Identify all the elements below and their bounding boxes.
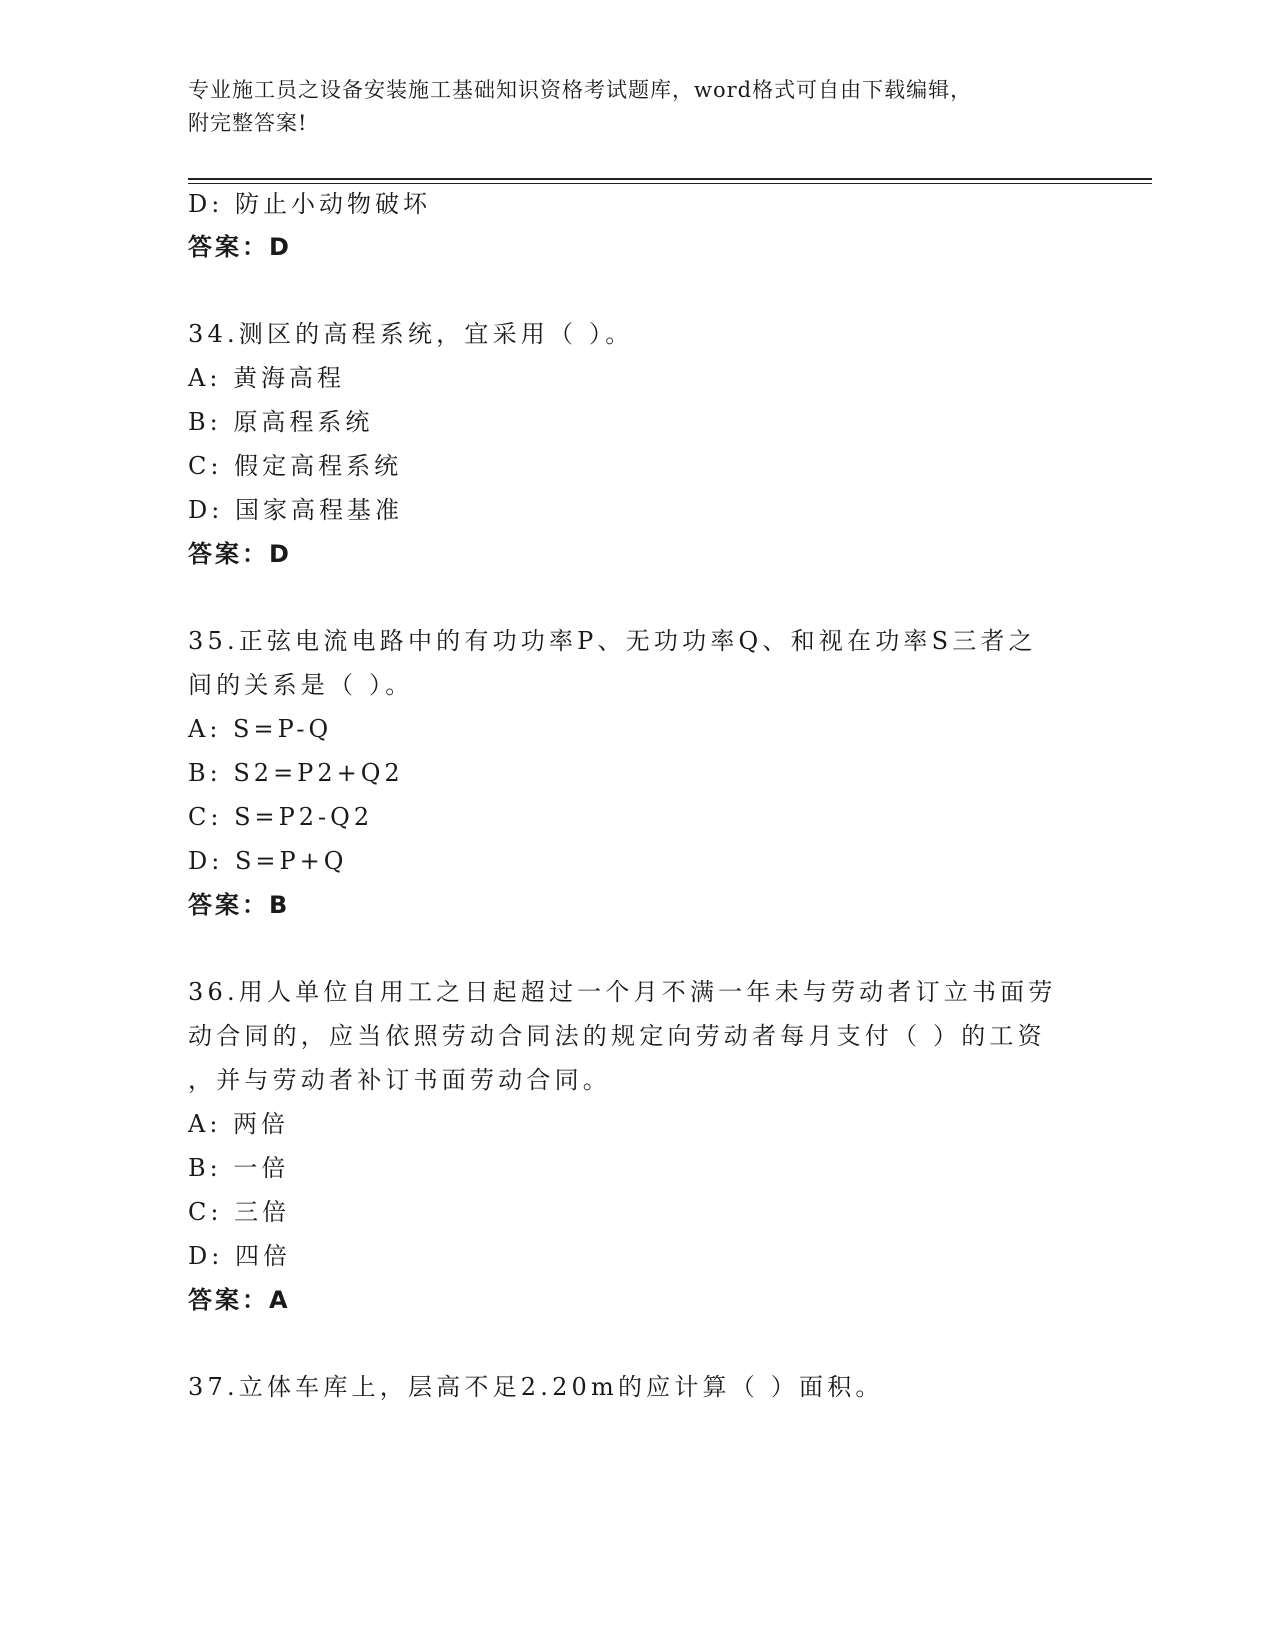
header-line-2: 附完整答案! — [188, 111, 308, 135]
question-35-option-b: B: S2=P2+Q2 — [188, 759, 404, 787]
question-34-option-c: C: 假定高程系统 — [188, 452, 403, 480]
header-line-1: 专业施工员之设备安装施工基础知识资格考试题库，word格式可自由下载编辑， — [188, 78, 973, 102]
question-35-answer: 答案：B — [188, 891, 291, 919]
option-d: D: 防止小动物破坏 — [188, 190, 431, 218]
question-36-text-line-1: 36.用人单位自用工之日起超过一个月不满一年未与劳动者订立书面劳 — [188, 978, 1057, 1006]
question-35-option-a: A: S=P-Q — [188, 715, 333, 743]
question-36-text-line-3: ，并与劳动者补订书面劳动合同。 — [188, 1066, 611, 1094]
question-34-text: 34.测区的高程系统，宜采用（ ）。 — [188, 320, 634, 348]
question-36-option-b: B: 一倍 — [188, 1154, 290, 1182]
question-37-text: 37.立体车库上，层高不足2.20m的应计算（ ）面积。 — [188, 1373, 884, 1401]
page-header — [188, 74, 1088, 140]
question-35-text-line-2: 间的关系是（ ）。 — [188, 671, 414, 699]
question-34-option-b: B: 原高程系统 — [188, 408, 374, 436]
question-35-option-d: D: S=P+Q — [188, 847, 348, 875]
question-36-answer: 答案：A — [188, 1286, 291, 1314]
question-35-text-line-1: 35.正弦电流电路中的有功功率P、无功功率Q、和视在功率S三者之 — [188, 627, 1037, 655]
question-36-text-line-2: 动合同的，应当依照劳动合同法的规定向劳动者每月支付（ ）的工资 — [188, 1022, 1046, 1050]
header-divider-thick — [188, 178, 1152, 180]
header-divider-thin — [188, 183, 1152, 184]
question-34-answer: 答案：D — [188, 540, 292, 568]
question-36-option-c: C: 三倍 — [188, 1198, 291, 1226]
question-36-option-d: D: 四倍 — [188, 1242, 291, 1270]
answer-line: 答案：D — [188, 233, 292, 261]
question-34-option-a: A: 黄海高程 — [188, 364, 346, 392]
question-35-option-c: C: S=P2-Q2 — [188, 803, 374, 831]
question-34-option-d: D: 国家高程基准 — [188, 496, 403, 524]
question-36-option-a: A: 两倍 — [188, 1110, 290, 1138]
